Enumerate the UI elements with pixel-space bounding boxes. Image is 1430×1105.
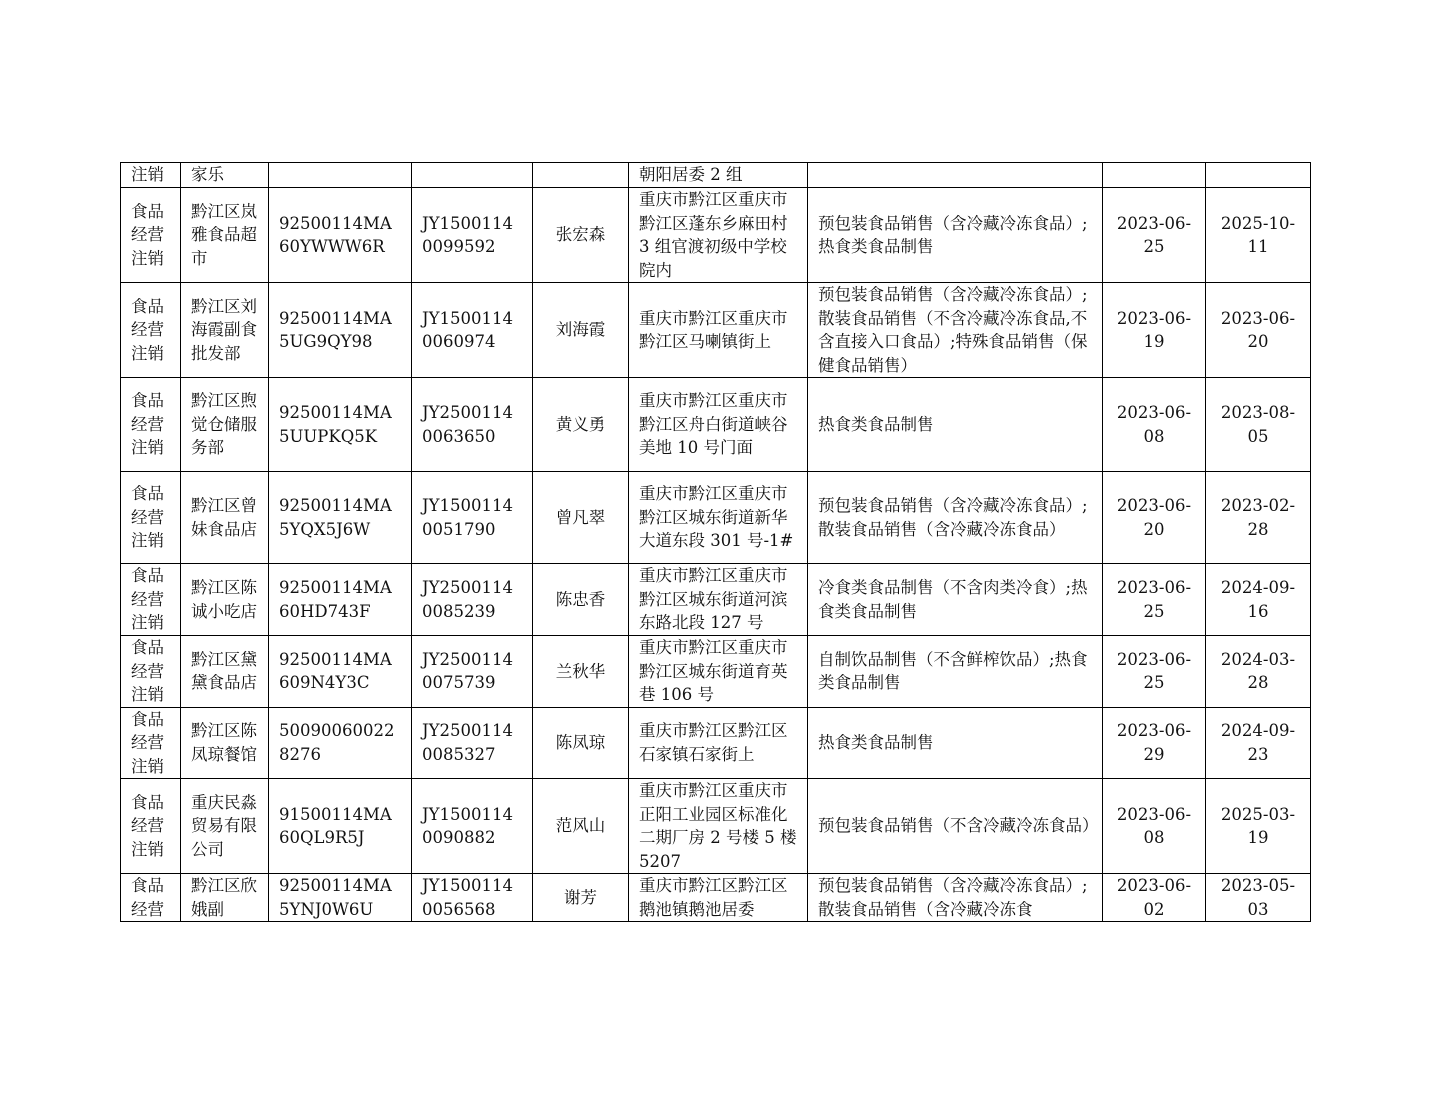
cell-name: 黔江区陈凤琼餐馆 (181, 707, 269, 779)
table-row (121, 564, 1311, 636)
cell-type: 食品经营注销 (121, 636, 181, 708)
cell-date-a: 2023-06-02 (1103, 874, 1206, 922)
cell-scope: 热食类食品制售 (808, 707, 1103, 779)
cell-name: 黔江区曾妹食品店 (181, 472, 269, 564)
cell-license-no: JY15001140056568 (412, 874, 533, 922)
table-row (121, 283, 1311, 378)
cell-date-a: 2023-06-08 (1103, 378, 1206, 472)
cell-type: 食品经营注销 (121, 779, 181, 874)
cell-type: 食品经营注销 (121, 707, 181, 779)
cell-address: 重庆市黔江区重庆市黔江区马喇镇街上 (629, 283, 808, 378)
cell-license-no: JY25001140085239 (412, 564, 533, 636)
cell-date-a: 2023-06-19 (1103, 283, 1206, 378)
cell-address: 重庆市黔江区重庆市黔江区舟白街道峡谷美地 10 号门面 (629, 378, 808, 472)
cell-date-a: 2023-06-20 (1103, 472, 1206, 564)
cell-date-b: 2024-09-23 (1206, 707, 1311, 779)
cell-credit-code: 92500114MA5YQX5J6W (269, 472, 412, 564)
table-row (121, 874, 1311, 922)
license-cancellation-table (120, 162, 1311, 922)
cell-credit-code: 500900600228276 (269, 707, 412, 779)
cell-license-no: JY15001140051790 (412, 472, 533, 564)
cell-type: 食品经营注销 (121, 188, 181, 283)
cell-address: 朝阳居委 2 组 (629, 163, 808, 188)
cell-credit-code: 92500114MA60HD743F (269, 564, 412, 636)
table-row (121, 636, 1311, 708)
cell-person: 黄义勇 (533, 378, 629, 472)
cell-address: 重庆市黔江区重庆市正阳工业园区标准化二期厂房 2 号楼 5 楼 5207 (629, 779, 808, 874)
cell-license-no: JY15001140060974 (412, 283, 533, 378)
cell-credit-code: 92500114MA5UG9QY98 (269, 283, 412, 378)
table-body (121, 163, 1311, 922)
cell-type: 食品经营注销 (121, 283, 181, 378)
cell-person: 范风山 (533, 779, 629, 874)
cell-scope: 预包装食品销售（含冷藏冷冻食品）;散装食品销售（含冷藏冷冻食品） (808, 472, 1103, 564)
cell-name: 黔江区刘海霞副食批发部 (181, 283, 269, 378)
cell-date-b: 2023-02-28 (1206, 472, 1311, 564)
cell-person: 陈凤琼 (533, 707, 629, 779)
cell-name: 家乐 (181, 163, 269, 188)
cell-address: 重庆市黔江区黔江区石家镇石家街上 (629, 707, 808, 779)
cell-date-b (1206, 163, 1311, 188)
cell-scope: 热食类食品制售 (808, 378, 1103, 472)
cell-name: 重庆民淼贸易有限公司 (181, 779, 269, 874)
cell-license-no (412, 163, 533, 188)
table-row (121, 472, 1311, 564)
cell-date-b: 2025-03-19 (1206, 779, 1311, 874)
cell-license-no: JY25001140063650 (412, 378, 533, 472)
table-row (121, 188, 1311, 283)
cell-credit-code: 92500114MA60YWWW6R (269, 188, 412, 283)
cell-date-a: 2023-06-25 (1103, 188, 1206, 283)
cell-person (533, 163, 629, 188)
table-row (121, 707, 1311, 779)
cell-credit-code: 91500114MA60QL9R5J (269, 779, 412, 874)
cell-credit-code: 92500114MA609N4Y3C (269, 636, 412, 708)
cell-license-no: JY25001140085327 (412, 707, 533, 779)
cell-name: 黔江区欣娥副 (181, 874, 269, 922)
cell-scope: 预包装食品销售（含冷藏冷冻食品）;散装食品销售（不含冷藏冷冻食品,不含直接入口食品）;特殊食品销售（保健食品销售） (808, 283, 1103, 378)
cell-date-b: 2025-10-11 (1206, 188, 1311, 283)
cell-scope (808, 163, 1103, 188)
cell-credit-code (269, 163, 412, 188)
cell-date-a (1103, 163, 1206, 188)
cell-person: 曾凡翠 (533, 472, 629, 564)
cell-scope: 自制饮品制售（不含鲜榨饮品）;热食类食品制售 (808, 636, 1103, 708)
table-row (121, 378, 1311, 472)
cell-date-b: 2024-03-28 (1206, 636, 1311, 708)
cell-address: 重庆市黔江区重庆市黔江区城东街道育英巷 106 号 (629, 636, 808, 708)
cell-type: 食品经营 (121, 874, 181, 922)
cell-date-b: 2023-06-20 (1206, 283, 1311, 378)
cell-person: 兰秋华 (533, 636, 629, 708)
cell-date-b: 2024-09-16 (1206, 564, 1311, 636)
table-row (121, 779, 1311, 874)
cell-person: 张宏森 (533, 188, 629, 283)
cell-date-a: 2023-06-25 (1103, 636, 1206, 708)
cell-date-a: 2023-06-25 (1103, 564, 1206, 636)
cell-address: 重庆市黔江区重庆市黔江区城东街道河滨东路北段 127 号 (629, 564, 808, 636)
cell-license-no: JY15001140090882 (412, 779, 533, 874)
cell-name: 黔江区陈诚小吃店 (181, 564, 269, 636)
cell-credit-code: 92500114MA5YNJ0W6U (269, 874, 412, 922)
table-row (121, 163, 1311, 188)
cell-type: 食品经营注销 (121, 378, 181, 472)
cell-type: 食品经营注销 (121, 564, 181, 636)
cell-type: 食品经营注销 (121, 472, 181, 564)
cell-scope: 预包装食品销售（含冷藏冷冻食品）;散装食品销售（含冷藏冷冻食 (808, 874, 1103, 922)
cell-person: 谢芳 (533, 874, 629, 922)
cell-license-no: JY15001140099592 (412, 188, 533, 283)
cell-name: 黔江区黛黛食品店 (181, 636, 269, 708)
cell-credit-code: 92500114MA5UUPKQ5K (269, 378, 412, 472)
cell-name: 黔江区煦觉仓储服务部 (181, 378, 269, 472)
cell-address: 重庆市黔江区黔江区鹅池镇鹅池居委 (629, 874, 808, 922)
cell-address: 重庆市黔江区重庆市黔江区城东街道新华大道东段 301 号-1# (629, 472, 808, 564)
cell-person: 刘海霞 (533, 283, 629, 378)
cell-license-no: JY25001140075739 (412, 636, 533, 708)
cell-date-a: 2023-06-29 (1103, 707, 1206, 779)
cell-scope: 预包装食品销售（不含冷藏冷冻食品） (808, 779, 1103, 874)
cell-date-a: 2023-06-08 (1103, 779, 1206, 874)
cell-scope: 冷食类食品制售（不含肉类冷食）;热食类食品制售 (808, 564, 1103, 636)
cell-scope: 预包装食品销售（含冷藏冷冻食品）;热食类食品制售 (808, 188, 1103, 283)
cell-date-b: 2023-08-05 (1206, 378, 1311, 472)
cell-type: 注销 (121, 163, 181, 188)
cell-address: 重庆市黔江区重庆市黔江区蓬东乡麻田村 3 组官渡初级中学校院内 (629, 188, 808, 283)
cell-person: 陈忠香 (533, 564, 629, 636)
cell-name: 黔江区岚雅食品超市 (181, 188, 269, 283)
cell-date-b: 2023-05-03 (1206, 874, 1311, 922)
